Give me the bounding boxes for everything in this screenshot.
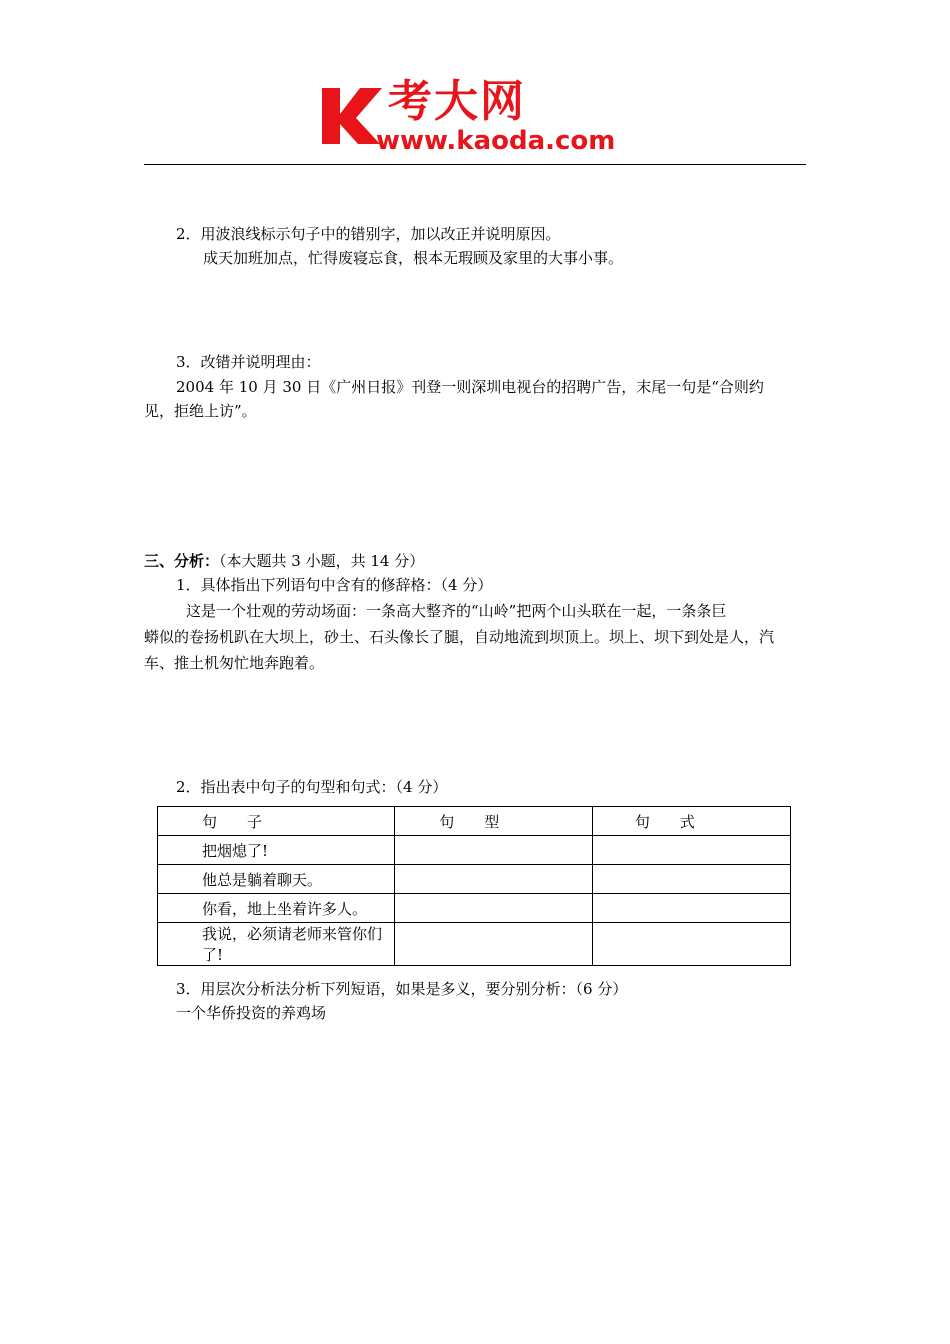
- question-2-3-title: 3．改错并说明理由：: [176, 353, 321, 371]
- form-answer-cell: [592, 865, 790, 894]
- question-3-3-phrase: 一个华侨投资的养鸡场: [176, 1004, 327, 1022]
- question-2-3-line1: 2004 年 10 月 30 日《广州日报》刊登一则深圳电视台的招聘广告，末尾一句是“合则约: [176, 378, 764, 396]
- header-sentence-form: 句 式: [634, 812, 695, 831]
- table-header-cell: [592, 807, 790, 836]
- sentence-cell: 把烟熄了!: [158, 836, 395, 865]
- sentence-cell: 我说，必须请老师来管你们了!: [158, 923, 395, 966]
- question-3-3-title: 3．用层次分析法分析下列短语，如果是多义，要分别分析：（6 分）: [176, 980, 628, 998]
- section-3-note: （本大题共 3 小题，共 14 分）: [219, 552, 425, 570]
- table-row: [158, 865, 791, 894]
- form-answer-cell: [592, 836, 790, 865]
- table-header-cell: [395, 807, 593, 836]
- question-3-1-title: 1．具体指出下列语句中含有的修辞格：（4 分）: [176, 576, 493, 594]
- pattern-answer-cell: [395, 894, 593, 923]
- question-2-2-sentence: 成天加班加点，忙得废寝忘食，根本无瑕顾及家里的大事小事。: [203, 249, 624, 267]
- table-row: [158, 836, 791, 865]
- header-divider: [144, 164, 806, 165]
- table-header-cell: [158, 807, 395, 836]
- question-3-1-line3: 车、推土机匆忙地奔跑着。: [144, 654, 325, 672]
- section-3-title: 三、分析：: [144, 552, 220, 570]
- pattern-answer-cell: [395, 923, 593, 966]
- question-2-2-title: 2．用波浪线标示句子中的错别字，加以改正并说明原因。: [176, 225, 561, 243]
- table-header-row: [158, 807, 791, 836]
- pattern-answer-cell: [395, 836, 593, 865]
- question-3-1-line2: 蟒似的卷扬机趴在大坝上，砂土、石头像长了腿，自动地流到坝顶上。坝上、坝下到处是人，汽: [144, 628, 775, 646]
- question-2-3-line2: 见，拒绝上访”。: [144, 402, 257, 420]
- form-answer-cell: [592, 894, 790, 923]
- form-answer-cell: [592, 923, 790, 966]
- question-3-2-title: 2．指出表中句子的句型和句式：（4 分）: [176, 778, 448, 796]
- pattern-answer-cell: [395, 865, 593, 894]
- sentence-cell: 他总是躺着聊天。: [158, 865, 395, 894]
- site-logo: [318, 76, 648, 160]
- table-row: [158, 894, 791, 923]
- logo-url-text: www.kaoda.com: [376, 126, 616, 156]
- header-sentence-pattern: 句 型: [439, 812, 500, 831]
- logo-chinese-text: 考大网: [388, 76, 526, 127]
- question-3-1-line1: 这是一个壮观的劳动场面：一条高大整齐的“山岭”把两个山头联在一起，一条条巨: [186, 602, 727, 620]
- header-sentence: 句 子: [202, 812, 263, 831]
- section-3-heading: [144, 551, 424, 571]
- sentence-table: [157, 806, 791, 966]
- table-row: [158, 923, 791, 966]
- sentence-cell: 你看，地上坐着许多人。: [158, 894, 395, 923]
